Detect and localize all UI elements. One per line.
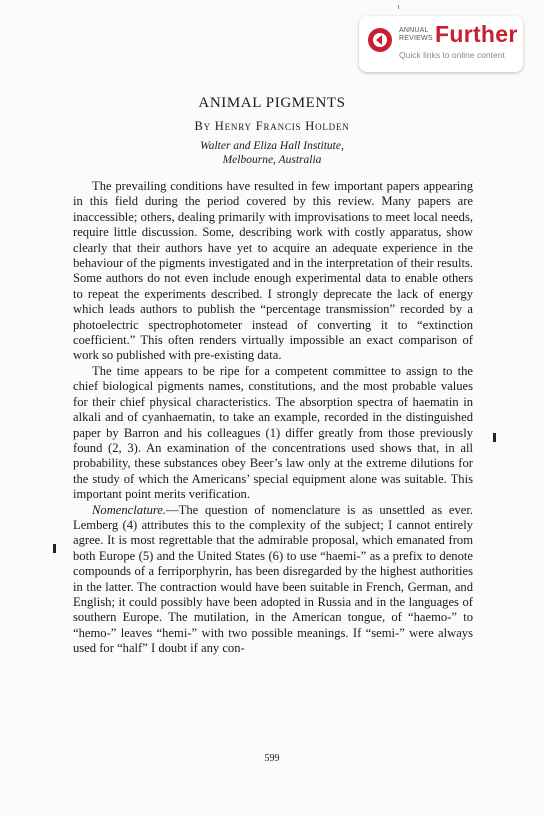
article-title: ANIMAL PIGMENTS xyxy=(198,95,346,111)
paragraph-intro: The prevailing conditions have resulted in few important papers appearing in this field during the period covered by this review. Many papers are inaccessible; others, dealing primarily with improvisations to meet local needs, require little discussion. Some, describing work with costly apparatus, show clearly that their authors have yet to acquire an adequate experience in the behaviour of the pigments investigated and in the interpretation of their results. Some authors do not even include enough experimental data to enable others to repeat the experiments described. I strongly deprecate the lack of energy which leads authors to publish the “percentage transmission” recorded by a photoelectric spectrophotometer instead of converting it to “extinction coefficient.” This often renders virtually impossible an exact comparison of work so published with pre-existing data. xyxy=(73,179,473,363)
affiliation-line-1: Walter and Eliza Hall Institute, xyxy=(200,140,344,152)
affiliation-line-2: Melbourne, Australia xyxy=(222,154,322,166)
margin-mark xyxy=(493,433,496,442)
further-banner[interactable] xyxy=(359,16,523,72)
annual-reviews-wordmark xyxy=(399,27,433,43)
article-author: By Henry Francis Holden xyxy=(194,119,350,133)
scan-mark xyxy=(398,5,399,9)
article-body xyxy=(73,179,473,657)
section-heading-nomenclature: Nomenclature. xyxy=(92,502,167,517)
further-label: Further xyxy=(435,21,518,47)
margin-mark xyxy=(53,544,56,553)
paragraph-nomenclature xyxy=(73,503,473,657)
article-affiliation xyxy=(0,139,544,167)
annual-reviews-logo-icon xyxy=(367,27,393,53)
paragraph-committee: The time appears to be ripe for a competent committee to assign to the chief biological pigments names, constitutions, and the most probable values for their chief physical characteristics. The absorption spectra of haematin in alkali and of cyanhaematin, to take an example, recorded in the distinguished paper by Barron and his colleagues (1) differ greatly from those previously found (2, 3). An examination of the concentrations used shows that, in all probability, these substances obey Beer’s law only at the extreme dilutions for the study of which the Americans’ special equipment alone was suitable. This important point merits verification. xyxy=(73,363,473,502)
page-number: 599 xyxy=(264,753,280,764)
further-subtitle: Quick links to online content xyxy=(399,50,505,60)
nomenclature-text: —The question of nomenclature is as unsettled as ever. Lemberg (4) attributes this to the complexity of the subject; I cannot entirely agree. It is most regrettable that the admirable proposal, which emanated from both Europe (5) and the United States (6) to use “haemi-” as a prefix to denote compounds of a ferriporphyrin, has been disregarded by the highest authorities in the latter. The contraction would have been suitable in French, German, and English; it could possibly have been adopted in Russia and in the languages of southern Europe. The mutilation, in the American tongue, of “haemo-” to “hemo-” leaves “hemi-” with two possible meanings. If “semi-” were always used for “half” I doubt if any con- xyxy=(73,502,473,656)
annual-label: ANNUAL xyxy=(399,27,429,34)
reviews-label: REVIEWS xyxy=(399,35,433,42)
